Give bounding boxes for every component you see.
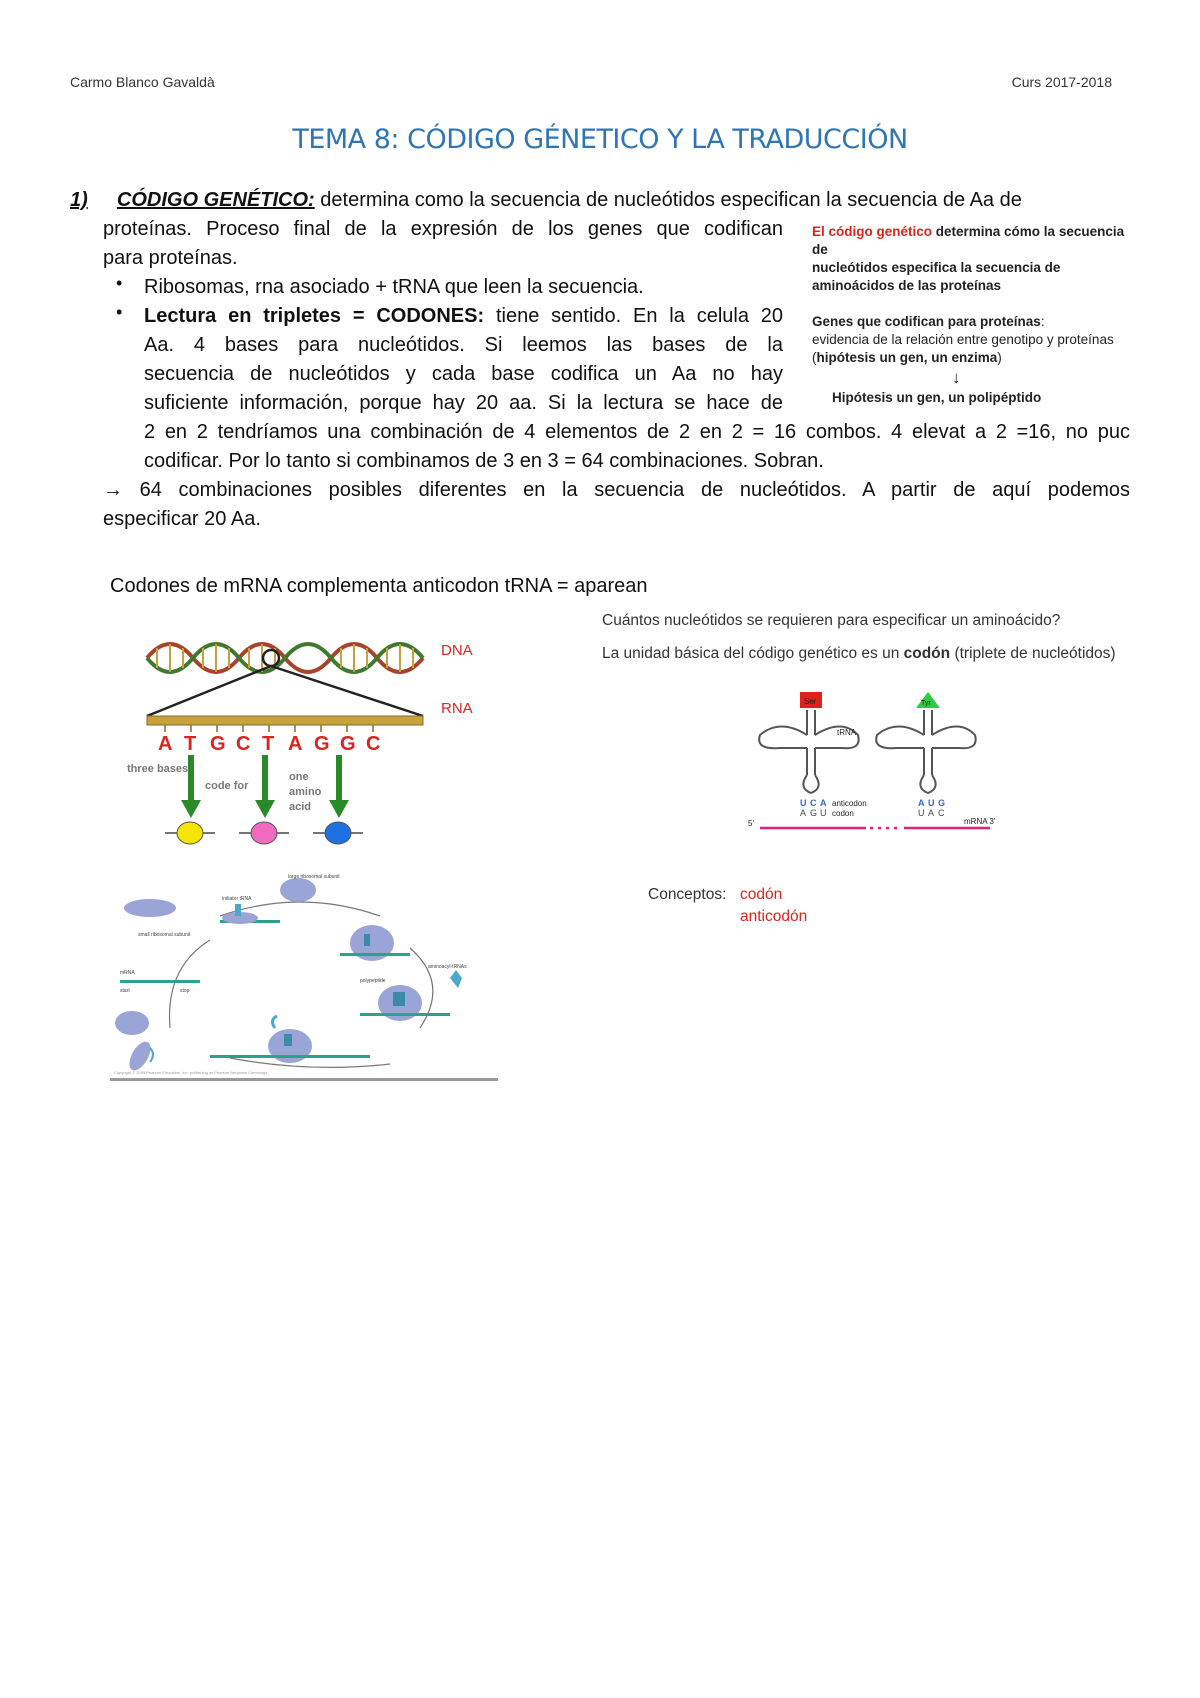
codon-base: C bbox=[938, 808, 945, 818]
slide-line-3: aminoácidos de las proteínas bbox=[812, 278, 1002, 293]
one-label: one bbox=[289, 771, 309, 783]
base-letter: C bbox=[236, 733, 251, 755]
slide-evidence: evidencia de la relación entre genotipo y proteínas bbox=[812, 332, 1114, 347]
arrow-line-1: → 64 combinaciones posibles diferentes en la secuencia de nucleótidos. A partir de aquí podemos bbox=[103, 479, 1130, 501]
trna-label: tRNA bbox=[837, 728, 857, 737]
zoom-circle bbox=[263, 650, 279, 666]
trna-2 bbox=[876, 710, 976, 793]
bullet-2-line-6: codificar. Por lo tanto si combinamos de 3 en 3 = 64 combinaciones. Sobran. bbox=[144, 450, 824, 472]
slide-hypothesis-bold: hipótesis un gen, un enzima bbox=[816, 350, 998, 365]
concept-anticodon: anticodón bbox=[740, 908, 808, 925]
codones-text: Codones de mRNA complementa anticodon tRNA = aparean bbox=[110, 575, 648, 597]
figure-bottom-rule bbox=[110, 1078, 498, 1081]
codon-base: U bbox=[820, 808, 827, 818]
anticodon-base: A bbox=[820, 798, 827, 808]
base-letter: T bbox=[184, 733, 197, 755]
slide-line-1 bbox=[812, 223, 1142, 259]
trna-basic-unit bbox=[602, 645, 1116, 663]
dna-helix bbox=[147, 644, 423, 672]
bullet-2-line-1 bbox=[144, 302, 783, 331]
bullet-2-line-3: secuencia de nucleótidos y cada base codifica un Aa no hay bbox=[144, 363, 783, 385]
aminoacyl-trna bbox=[450, 970, 462, 988]
base-letter: G bbox=[210, 733, 226, 755]
trna-question: Cuántos nucleótidos se requieren para especificar un aminoácido? bbox=[602, 612, 1061, 629]
bullet-1-text: Ribosomas, rna asociado + tRNA que leen la secuencia. bbox=[144, 276, 644, 298]
header-author: Carmo Blanco Gavaldà bbox=[70, 74, 215, 90]
rna-bases bbox=[158, 733, 380, 755]
amino-label: amino bbox=[289, 786, 322, 798]
anticodon-base: U bbox=[928, 798, 935, 808]
small-subunit-label: small ribosomal subunit bbox=[138, 932, 191, 938]
large-subunit bbox=[280, 878, 316, 902]
mrna-label: mRNA bbox=[120, 970, 135, 976]
code-for-label: code for bbox=[205, 780, 249, 792]
basic-unit-pre: La unidad básica del código genético es un bbox=[602, 645, 900, 662]
codon-base: G bbox=[810, 808, 818, 818]
slide-genes-colon: : bbox=[1040, 314, 1045, 329]
bullet-2-line-2: Aa. 4 bases para nucleótidos. Si leemos las bases de la bbox=[144, 334, 783, 356]
rna-label: RNA bbox=[441, 700, 473, 717]
anticodon-label: anticodon bbox=[832, 799, 867, 808]
copyright-label: Copyright © 2005 Pearson Education, Inc. publishing as Pearson Benjamin Cummings bbox=[114, 1070, 268, 1075]
codon-base: A bbox=[800, 808, 807, 818]
conceptos-label: Conceptos: bbox=[648, 886, 727, 903]
slide-hypothesis-1 bbox=[812, 349, 1142, 367]
amino-acid-circle-2 bbox=[251, 822, 277, 844]
genetic-code-slide bbox=[812, 223, 1142, 407]
base-letter: G bbox=[340, 733, 356, 755]
translation-cycle-figure bbox=[110, 868, 500, 1078]
section-heading: CÓDIGO GENÉTICO: bbox=[116, 189, 315, 211]
bullet-dot: • bbox=[116, 273, 123, 293]
base-letter: G bbox=[314, 733, 330, 755]
section-line-1-text: determina como la secuencia de nucleótidos especifican la secuencia de Aa de bbox=[320, 189, 1022, 211]
codon-label: codon bbox=[832, 809, 854, 818]
small-subunit bbox=[124, 899, 176, 917]
slide-line-1-rest: determina cómo la secuencia de bbox=[812, 224, 1125, 257]
slide-hypothesis-2: Hipótesis un gen, un polipéptido bbox=[832, 390, 1042, 405]
bullet-2-rest: tiene sentido. En la celula 20 bbox=[495, 305, 784, 327]
acid-label: acid bbox=[289, 801, 312, 813]
base-letter: C bbox=[366, 733, 381, 755]
basic-unit-bold: codón bbox=[903, 645, 951, 662]
base-letter: A bbox=[158, 733, 173, 755]
polypeptide-label: polypeptide bbox=[360, 978, 386, 984]
down-arrow-icon: ↓ bbox=[952, 368, 961, 387]
amino-acid-circle-3 bbox=[325, 822, 351, 844]
bullet-2-line-5: 2 en 2 tendríamos una combinación de 4 elementos de 2 en 2 = 16 combos. 4 elevat a 2 =16, no puc bbox=[144, 421, 1130, 443]
section-1-line-1 bbox=[70, 186, 1130, 215]
bullet-2-bold: Lectura en tripletes = CODONES: bbox=[144, 305, 485, 327]
bullet-dot: • bbox=[116, 302, 123, 322]
slide-paren-open: ( bbox=[812, 350, 817, 365]
amino-acid-tyr-label: Tyr bbox=[921, 700, 931, 707]
rna-strand bbox=[147, 716, 423, 725]
bullet-2-line-4: suficiente información, porque hay 20 aa. Si la lectura se hace de bbox=[144, 392, 783, 414]
slide-red-text: El código genético bbox=[812, 224, 933, 239]
dna-label: DNA bbox=[441, 642, 473, 659]
basic-unit-post: (triplete de nucleótidos) bbox=[954, 645, 1116, 662]
mrna-strand bbox=[120, 980, 200, 983]
five-prime-label: 5' bbox=[748, 819, 754, 828]
anticodon-base: A bbox=[918, 798, 925, 808]
header-course: Curs 2017-2018 bbox=[1011, 74, 1112, 90]
slide-line-2: nucleótidos especifica la secuencia de bbox=[812, 260, 1061, 275]
arrow-line-2: especificar 20 Aa. bbox=[103, 508, 261, 530]
initiator-label: initiator tRNA bbox=[222, 896, 252, 902]
section-line-2: proteínas. Proceso final de la expresión de los genes que codifican bbox=[103, 218, 783, 240]
three-bases-label: three bases bbox=[127, 763, 189, 775]
section-number: 1) bbox=[70, 189, 88, 211]
trna-figure bbox=[740, 690, 1040, 840]
trna-1 bbox=[759, 710, 859, 793]
page-title: TEMA 8: CÓDIGO GÉNETICO Y LA TRADUCCIÓN bbox=[292, 124, 908, 155]
amino-acid-ser-label: Ser bbox=[804, 697, 817, 706]
large-subunit-label: large ribosomal subunit bbox=[288, 874, 340, 880]
base-letter: A bbox=[288, 733, 303, 755]
codon-base: A bbox=[928, 808, 935, 818]
anticodon-base: G bbox=[938, 798, 946, 808]
codon-base: U bbox=[918, 808, 925, 818]
section-line-3: para proteínas. bbox=[103, 247, 238, 269]
base-letter: T bbox=[262, 733, 275, 755]
anticodon-base: U bbox=[800, 798, 807, 808]
concept-codon: codón bbox=[740, 886, 783, 903]
stop-label: stop bbox=[180, 988, 190, 994]
slide-genes-line bbox=[812, 313, 1142, 331]
mrna-label: mRNA 3' bbox=[964, 817, 996, 826]
start-label: start bbox=[120, 988, 130, 994]
amino-acid-circle-1 bbox=[177, 822, 203, 844]
dna-rna-figure bbox=[125, 628, 485, 848]
aminoacyl-label: aminoacyl-tRNAs bbox=[428, 964, 467, 970]
slide-genes-heading: Genes que codifican para proteínas bbox=[812, 314, 1041, 329]
anticodon-base: C bbox=[810, 798, 817, 808]
slide-paren-close: ) bbox=[997, 350, 1002, 365]
